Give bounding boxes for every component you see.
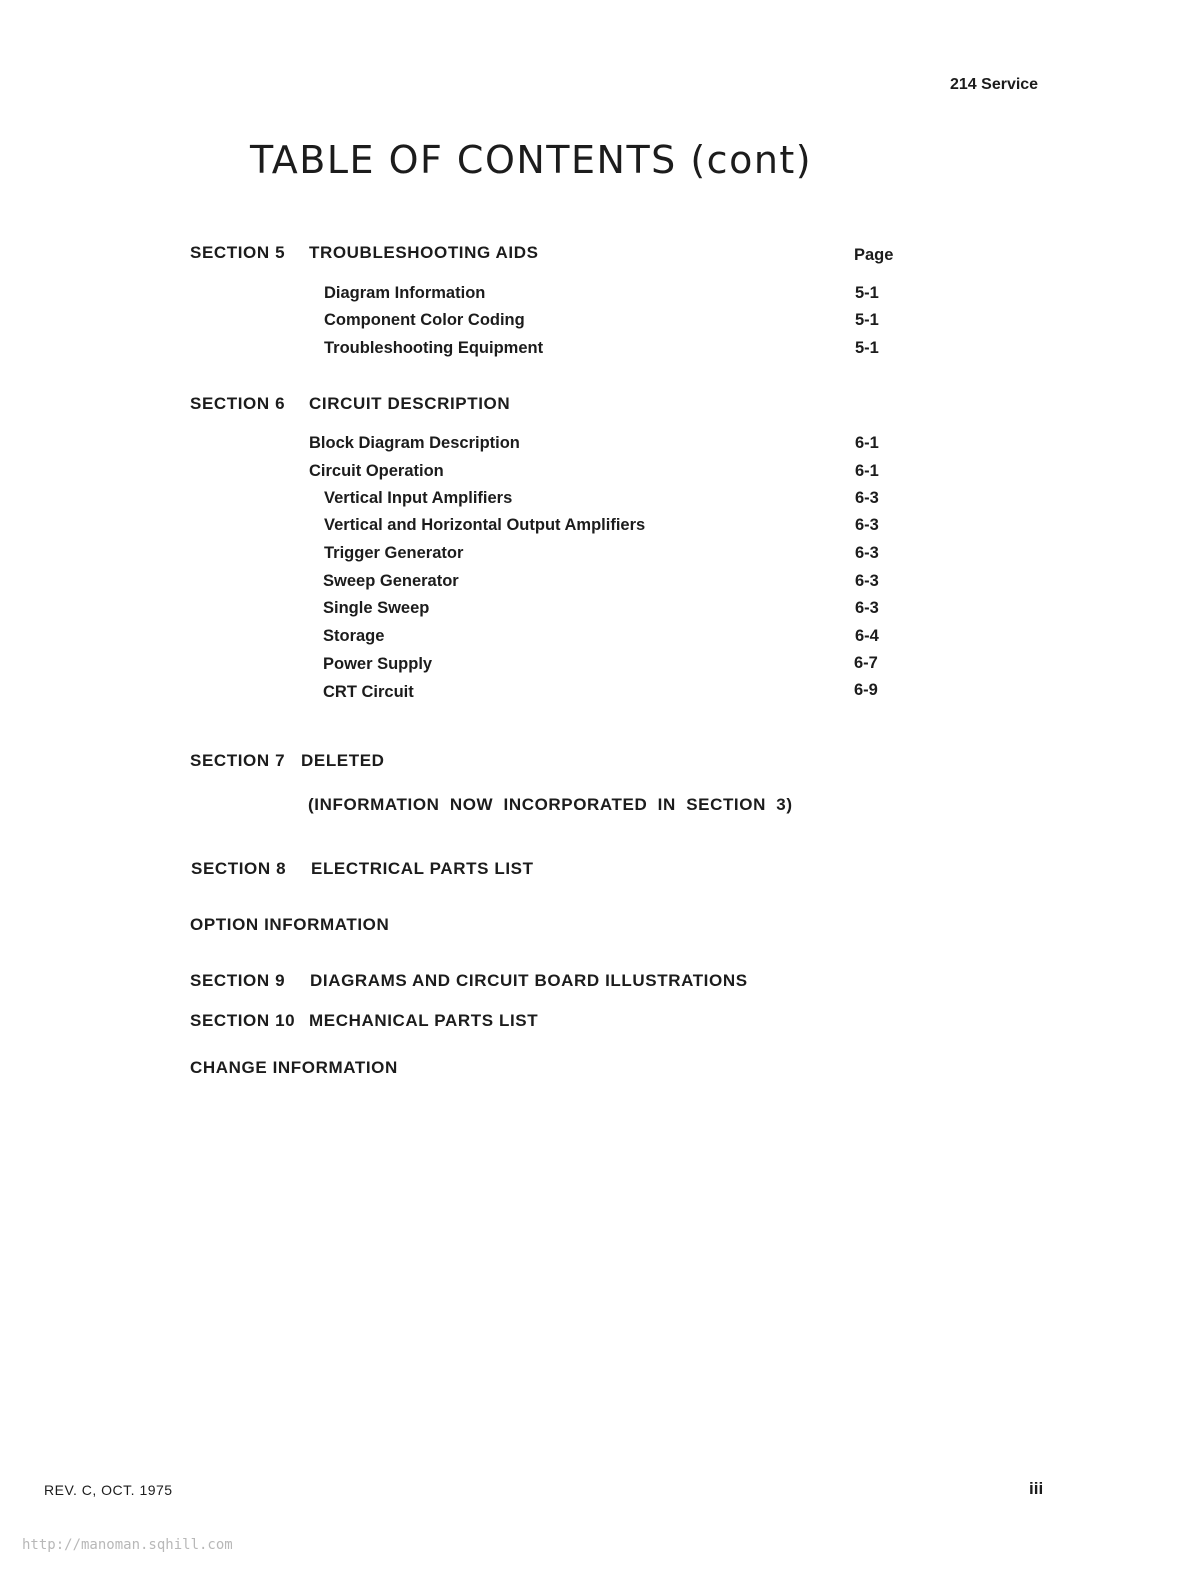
option-information-heading[interactable]: OPTION INFORMATION [190, 915, 390, 934]
section-number: SECTION 5 [190, 243, 286, 262]
toc-entry-label[interactable]: Circuit Operation [309, 462, 444, 480]
section-title: DELETED [301, 751, 385, 770]
toc-entry-page: 6-9 [854, 681, 878, 699]
page-title: TABLE OF CONTENTS (cont) [250, 138, 813, 182]
section-number: SECTION 7 [190, 751, 286, 770]
toc-entry-label[interactable]: Power Supply [323, 655, 433, 673]
toc-entry-page: 5-1 [855, 339, 879, 357]
section-note: (INFORMATION NOW INCORPORATED IN SECTION 3) [308, 795, 793, 814]
toc-entry-label[interactable]: Sweep Generator [323, 572, 459, 590]
toc-entry-label[interactable]: Storage [323, 627, 385, 645]
toc-entry-page: 6-7 [854, 654, 878, 672]
change-information-heading[interactable]: CHANGE INFORMATION [190, 1058, 398, 1077]
toc-entry-page: 6-3 [855, 544, 879, 562]
section-title[interactable]: MECHANICAL PARTS LIST [309, 1011, 539, 1030]
toc-entry-page: 6-3 [855, 489, 879, 507]
page-number: iii [1029, 1479, 1044, 1498]
toc-entry-page: 6-3 [855, 599, 879, 617]
document-label: 214 Service [950, 76, 1039, 93]
toc-entry-page: 6-3 [855, 572, 879, 590]
section-number: SECTION 10 [190, 1011, 296, 1030]
toc-entry-label[interactable]: Vertical and Horizontal Output Amplifiers [324, 516, 646, 534]
toc-entry-page: 6-1 [855, 434, 879, 452]
toc-entry-label[interactable]: Trigger Generator [324, 544, 464, 562]
toc-entry-label[interactable]: Component Color Coding [324, 311, 525, 329]
section-title[interactable]: DIAGRAMS AND CIRCUIT BOARD ILLUSTRATIONS [310, 971, 748, 990]
section-number: SECTION 8 [191, 859, 287, 878]
toc-entry-label[interactable]: CRT Circuit [323, 683, 414, 701]
watermark-url: http://manoman.sqhill.com [22, 1537, 233, 1553]
section-number: SECTION 6 [190, 394, 286, 413]
revision-label: REV. C, OCT. 1975 [44, 1482, 173, 1498]
toc-entry-label[interactable]: Diagram Information [324, 284, 486, 302]
toc-entry-label[interactable]: Vertical Input Amplifiers [324, 489, 513, 507]
section-title[interactable]: ELECTRICAL PARTS LIST [311, 859, 534, 878]
toc-entry-label[interactable]: Troubleshooting Equipment [324, 339, 544, 357]
toc-entry-page: 6-1 [855, 462, 879, 480]
toc-entry-page: 5-1 [855, 284, 879, 302]
toc-entry-page: 6-3 [855, 516, 879, 534]
section-title: CIRCUIT DESCRIPTION [309, 394, 511, 413]
toc-entry-page: 6-4 [855, 627, 879, 645]
toc-entry-page: 5-1 [855, 311, 879, 329]
toc-entry-label[interactable]: Block Diagram Description [309, 434, 520, 452]
section-number: SECTION 9 [190, 971, 286, 990]
page-column-header: Page [854, 246, 894, 264]
toc-entry-label[interactable]: Single Sweep [323, 599, 430, 617]
section-title: TROUBLESHOOTING AIDS [309, 243, 539, 262]
